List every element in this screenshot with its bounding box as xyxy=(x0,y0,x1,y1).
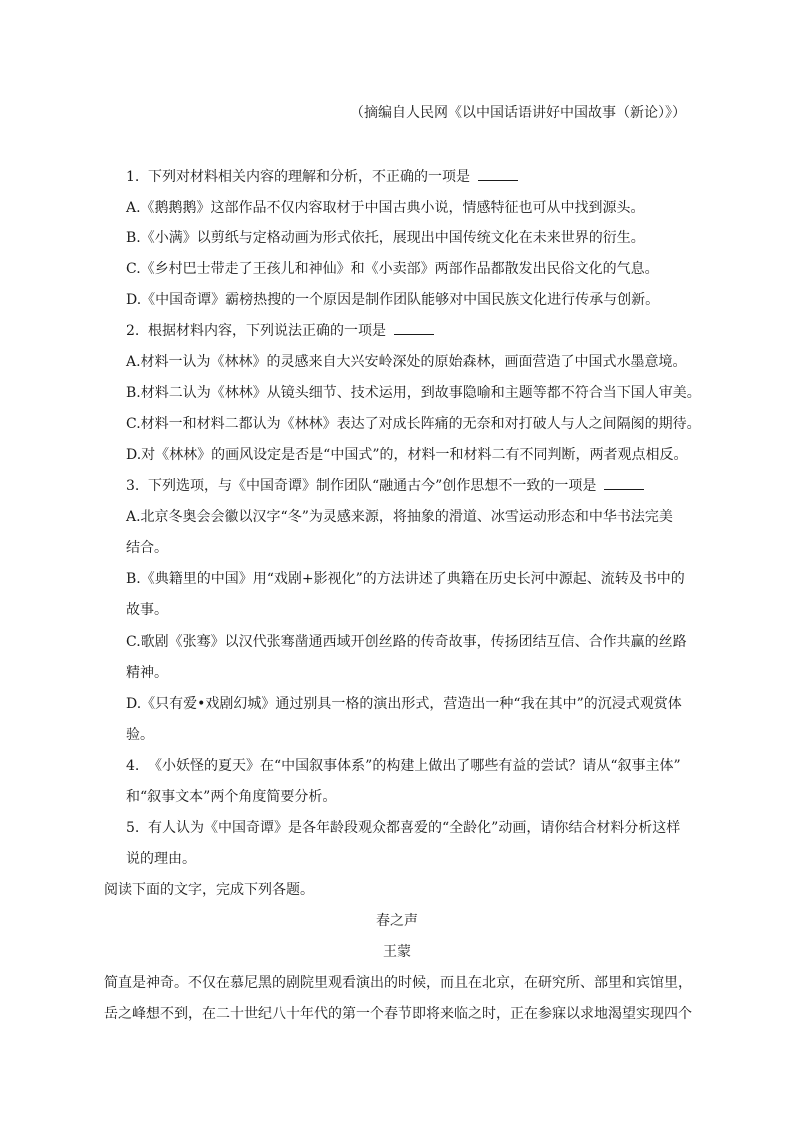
option-1b: B.《小满》以剪纸与定格动画为形式依托，展现出中国传统文化在未来世界的衍生。 xyxy=(126,230,645,246)
option-2b: B.材料二认为《林林》从镜头细节、技术运用，到故事隐喻和主题等都不符合当下国人审美。 xyxy=(126,385,701,401)
option-2c: C.材料一和材料二都认为《林林》表达了对成长阵痛的无奈和对打破人与人之间隔阂的期待。 xyxy=(126,416,701,432)
question-4-line-1: 《小妖怪的夏天》在“中国叙事体系”的构建上做出了哪些有益的尝试？请从“叙事主体” xyxy=(148,758,681,774)
option-2a: A.材料一认为《林林》的灵感来自大兴安岭深处的原始森林，画面营造了中国式水墨意境。 xyxy=(126,354,687,370)
source-citation: （摘编自人民网《以中国话语讲好中国故事（新论）》） xyxy=(350,105,686,121)
question-4-line-2: 和“叙事文本”两个角度简要分析。 xyxy=(126,789,337,805)
question-2 xyxy=(126,321,434,341)
question-4-number: 4. xyxy=(126,758,140,774)
option-1d: D.《中国奇谭》霸榜热搜的一个原因是制作团队能够对中国民族文化进行传承与创新。 xyxy=(126,292,660,308)
answer-blank xyxy=(394,322,434,335)
reading-instruction: 阅读下面的文字，完成下列各题。 xyxy=(104,882,314,898)
option-2d: D.对《林林》的画风设定是否是“中国式”的，材料一和材料二有不同判断，两者观点相反。 xyxy=(126,447,688,463)
question-5-number: 5. xyxy=(126,820,140,836)
option-3a-cont: 结合。 xyxy=(126,540,168,556)
article-line-2: 岳之峰想不到，在二十世纪八十年代的第一个春节即将来临之时，正在参寐以求地渴望实现四个 xyxy=(104,1006,692,1022)
option-1a: A.《鹅鹅鹅》这部作品不仅内容取材于中国古典小说，情感特征也可从中找到源头。 xyxy=(126,200,645,216)
question-5 xyxy=(126,818,680,838)
option-3b: B.《典籍里的中国》用“戏剧+影视化”的方法讲述了典籍在历史长河中源起、流转及书中的 xyxy=(126,571,685,587)
option-3b-cont: 故事。 xyxy=(126,602,168,618)
option-3d: D.《只有爱•戏剧幻城》通过别具一格的演出形式，营造出一种“我在其中”的沉浸式观赏体 xyxy=(126,696,682,712)
question-3-stem: 下列选项，与《中国奇谭》制作团队“融通古今”创作思想不一致的一项是 xyxy=(148,478,597,494)
option-3a: A.北京冬奥会会徽以汉字“冬”为灵感来源，将抽象的滑道、冰雪运动形态和中华书法完美 xyxy=(126,509,673,525)
article-title: 春之声 xyxy=(376,913,418,929)
question-5-line-2: 说的理由。 xyxy=(126,851,196,867)
question-4 xyxy=(126,756,681,776)
option-3c-cont: 精神。 xyxy=(126,665,168,681)
question-5-line-1: 有人认为《中国奇谭》是各年龄段观众都喜爱的“全龄化”动画，请你结合材料分析这样 xyxy=(148,820,681,836)
answer-blank xyxy=(604,477,644,490)
article-line-1: 简直是神奇。不仅在慕尼黑的剧院里观看演出的时候，而且在北京，在研究所、部里和宾馆里， xyxy=(104,975,692,991)
question-1 xyxy=(126,167,518,187)
question-2-stem: 根据材料内容，下列说法正确的一项是 xyxy=(148,323,386,339)
question-1-number: 1. xyxy=(126,169,140,185)
option-3c: C.歌剧《张骞》以汉代张骞凿通西域开创丝路的传奇故事，传扬团结互信、合作共赢的丝路 xyxy=(126,634,687,650)
question-3 xyxy=(126,476,644,496)
option-1c: C.《乡村巴士带走了王孩儿和神仙》和《小卖部》两部作品都散发出民俗文化的气息。 xyxy=(126,261,659,277)
option-3d-cont: 验。 xyxy=(126,727,154,743)
question-2-number: 2. xyxy=(126,323,140,339)
question-3-number: 3. xyxy=(126,478,140,494)
article-author: 王蒙 xyxy=(383,944,411,960)
answer-blank xyxy=(478,168,518,181)
question-1-stem: 下列对材料相关内容的理解和分析，不正确的一项是 xyxy=(148,169,470,185)
